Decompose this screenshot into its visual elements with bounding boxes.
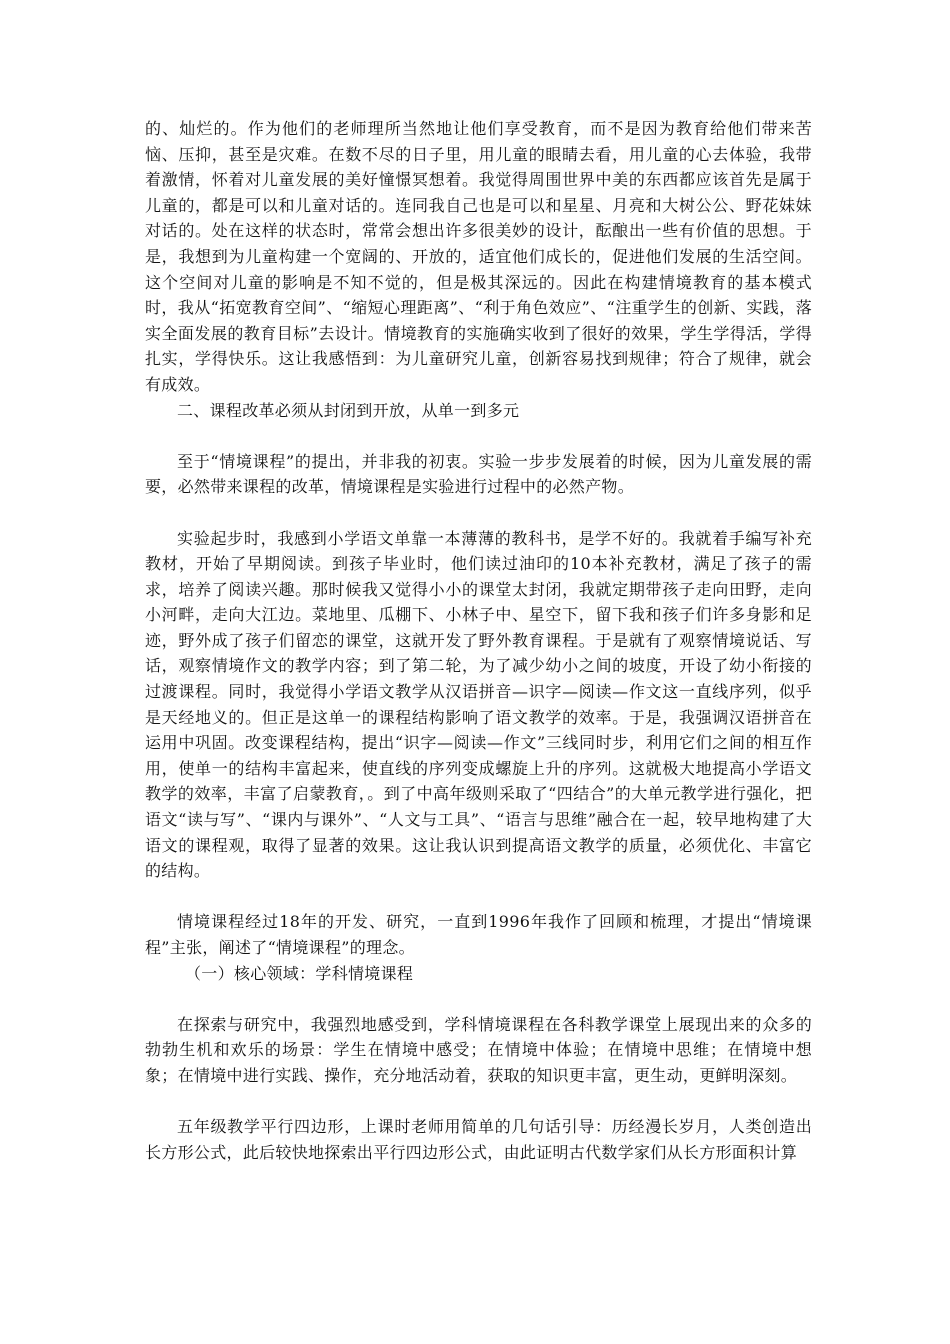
body-paragraph-3: 实验起步时，我感到小学语文单靠一本薄薄的教科书，是学不好的。我就着手编写补充教材，开始了早期阅读。到孩子毕业时，他们读过油印的10本补充教材，满足了孩子的需求，培养了阅读兴趣。那时候我又觉得小小的课堂太封闭，我就定期带孩子走向田野，走向小河畔，走向大江边。菜地里、瓜棚下、小林子中、星空下，留下我和孩子们许多身影和足迹，野外成了孩子们留恋的课堂，这就开发了野外教育课程。于是就有了观察情境说话、写话，观察情境作文的教学内容；到了第二轮，为了减少幼小之间的坡度，开设了幼小衔接的过渡课程。同时，我觉得小学语文教学从汉语拼音—识字—阅读—作文这一直线序列，似乎是天经地义的。但正是这单一的课程结构影响了语文教学的效率。于是，我强调汉语拼音在运用中巩固。改变课程结构，提出“识字—阅读—作文”三线同时步，利用它们之间的相互作用，使单一的结构丰富起来，使直线的序列变成螺旋上升的序列。这就极大地提高小学语文教学的效率，丰富了启蒙教育，。到了中高年级则采取了“四结合”的大单元教学进行强化，把语文“读与写”、“课内与课外”、“人文与工具”、“语言与思维”融合在一起，较早地构建了大语文的课程观，取得了显著的效果。这让我认识到提高语文教学的质量，必须优化、丰富它的结构。	[145, 528, 812, 881]
section-heading-2: 二、课程改革必须从封闭到开放，从单一到多元	[177, 400, 520, 420]
body-paragraph-1: 的、灿烂的。作为他们的老师理所当然地让他们享受教育，而不是因为教育给他们带来苦恼、压抑，甚至是灾难。在数不尽的日子里，用儿童的眼睛去看，用儿童的心去体验，我带着激情，怀着对儿童发展的美好憧憬冥想着。我觉得周围世界中美的东西都应该首先是属于儿童的，都是可以和儿童对话的。连同我自己也是可以和星星、月亮和大树公公、野花妹妹对话的。处在这样的状态时，常常会想出许多很美妙的设计，酝酿出一些有价值的思想。于是，我想到为儿童构建一个宽阔的、开放的，适宜他们成长的，促进他们发展的生活空间。这个空间对儿童的影响是不知不觉的，但是极其深远的。因此在构建情境教育的基本模式时，我从“拓宽教育空间”、“缩短心理距离”、“利于角色效应”、“注重学生的创新、实践，落实全面发展的教育目标”去设计。情境教育的实施确实收到了很好的效果，学生学得活，学得扎实，学得快乐。这让我感悟到：为儿童研究儿童，创新容易找到规律；符合了规律，就会有成效。	[145, 119, 812, 394]
body-paragraph-6: 五年级教学平行四边形，上课时老师用简单的几句话引导：历经漫长岁月，人类创造出长方形公式，此后较快地探索出平行四边形公式，由此证明古代数学家们从长方形面积计算	[145, 1117, 812, 1162]
body-paragraph-4: 情境课程经过18年的开发、研究，一直到1996年我作了回顾和梳理，才提出“情境课程”主张，阐述了“情境课程”的理念。	[145, 912, 812, 957]
subsection-heading-1: （一）核心领域：学科情境课程	[185, 963, 414, 983]
body-paragraph-2: 至于“情境课程”的提出，并非我的初衷。实验一步步发展着的时候，因为儿童发展的需要，必然带来课程的改革，情境课程是实验进行过程中的必然产物。	[145, 451, 812, 497]
document-page	[145, 116, 812, 1165]
body-paragraph-5: 在探索与研究中，我强烈地感受到，学科情境课程在各科教学课堂上展现出来的众多的勃勃生机和欢乐的场景：学生在情境中感受；在情境中体验；在情境中思维；在情境中想象；在情境中进行实践、操作，充分地活动着，获取的知识更丰富，更生动，更鲜明深刻。	[145, 1014, 812, 1085]
